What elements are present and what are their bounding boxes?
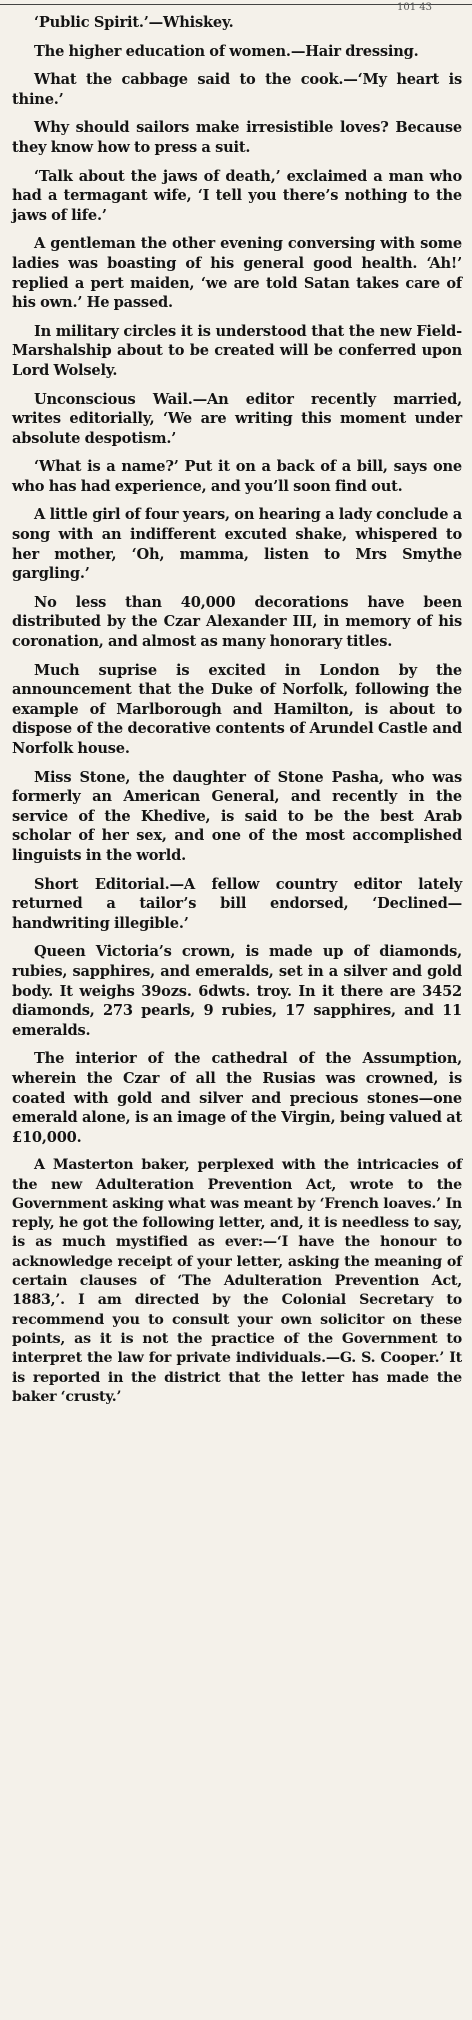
paragraph-13: Miss Stone, the daughter of Stone Pasha, who was formerly an American General, and recently in the service of the Khedive, is said to be the best Arab scholar of her sex, and one of the most accomplished linguists in the world. xyxy=(12,768,462,864)
paragraph-14: Short Editorial.—A fellow country editor lately returned a tailor’s bill endorsed, ‘Declined—handwriting illegible.’ xyxy=(12,875,462,932)
paragraph-6: A gentleman the other evening conversing with some ladies was boasting of his general good health. ‘Ah!’ replied a pert maiden, ‘we are told Satan takes care of his own.’ He passed. xyxy=(12,235,462,312)
paragraph-17: A Masterton baker, perplexed with the intricacies of the new Adulteration Prevention Act, wrote to the Government asking what was meant by ‘French loaves.’ In reply, he got the following letter, and, it is needless to say, is as much mystified as ever:—‘I have the honour to acknowledge receipt of your letter, asking the meaning of certain clauses of ‘The Adulteration Prevention Act, 1883,’. I am directed by the Colonial Secretary to recommend you to consult your own solicitor on these points, as it is not the practice of the Government to interpret the law for private individuals.—G. S. Cooper.’ It is reported in the district that the letter has made the baker ‘crusty.’ xyxy=(12,1157,462,1405)
paragraph-11: No less than 40,000 decorations have been distributed by the Czar Alexander III, in memory of his coronation, and almost as many honorary titles. xyxy=(12,593,462,651)
paragraph-1: ‘Public Spirit.’—Whiskey. xyxy=(34,14,234,31)
paragraph-4: Why should sailors make irresistible loves? Because they know how to press a suit. xyxy=(12,119,462,156)
torn-header-strip xyxy=(0,4,472,11)
paragraph-16: The interior of the cathedral of the Assumption, wherein the Czar of all the Rusias was crowned, is coated with gold and silver and precious stones—one emerald alone, is an image of the Virgin, being valued at £10,000. xyxy=(12,1050,462,1146)
paragraph-15: Queen Victoria’s crown, is made up of diamonds, rubies, sapphires, and emeralds, set in a silver and gold body. It weighs 39ozs. 6dwts. troy. In it there are 3452 diamonds, 273 pearls, 9 rubies, 17 sapphires, and 11 emeralds. xyxy=(12,943,462,1039)
paragraph-7: In military circles it is understood that the new Field-Marshalship about to be created will be conferred upon Lord Wolsely. xyxy=(12,322,462,379)
paragraph-3: What the cabbage said to the cook.—‘My heart is thine.’ xyxy=(12,71,462,108)
paragraph-8: Unconscious Wail.—An editor recently married, writes editorially, ‘We are writing this moment under absolute despotism.’ xyxy=(12,390,462,447)
header-fragment: 101 43 xyxy=(397,2,432,13)
paragraph-2: The higher education of women.—Hair dressing. xyxy=(34,42,419,60)
paragraph-9: ‘What is a name?’ Put it on a back of a bill, says one who has had experience, and you’ll soon find out. xyxy=(12,458,462,495)
paragraph-10: A little girl of four years, on hearing a lady conclude a song with an indifferent excuted shake, whispered to her mother, ‘Oh, mamma, listen to Mrs Smythe gargling.’ xyxy=(12,506,462,583)
paragraph-12: Much suprise is excited in London by the announcement that the Duke of Norfolk, following the example of Marlborough and Hamilton, is about to dispose of the decorative contents of Arundel Castle and Norfolk house. xyxy=(12,661,462,757)
paragraph-5: ‘Talk about the jaws of death,’ exclaimed a man who had a termagant wife, ‘I tell you there’s nothing to the jaws of life.’ xyxy=(12,167,462,224)
